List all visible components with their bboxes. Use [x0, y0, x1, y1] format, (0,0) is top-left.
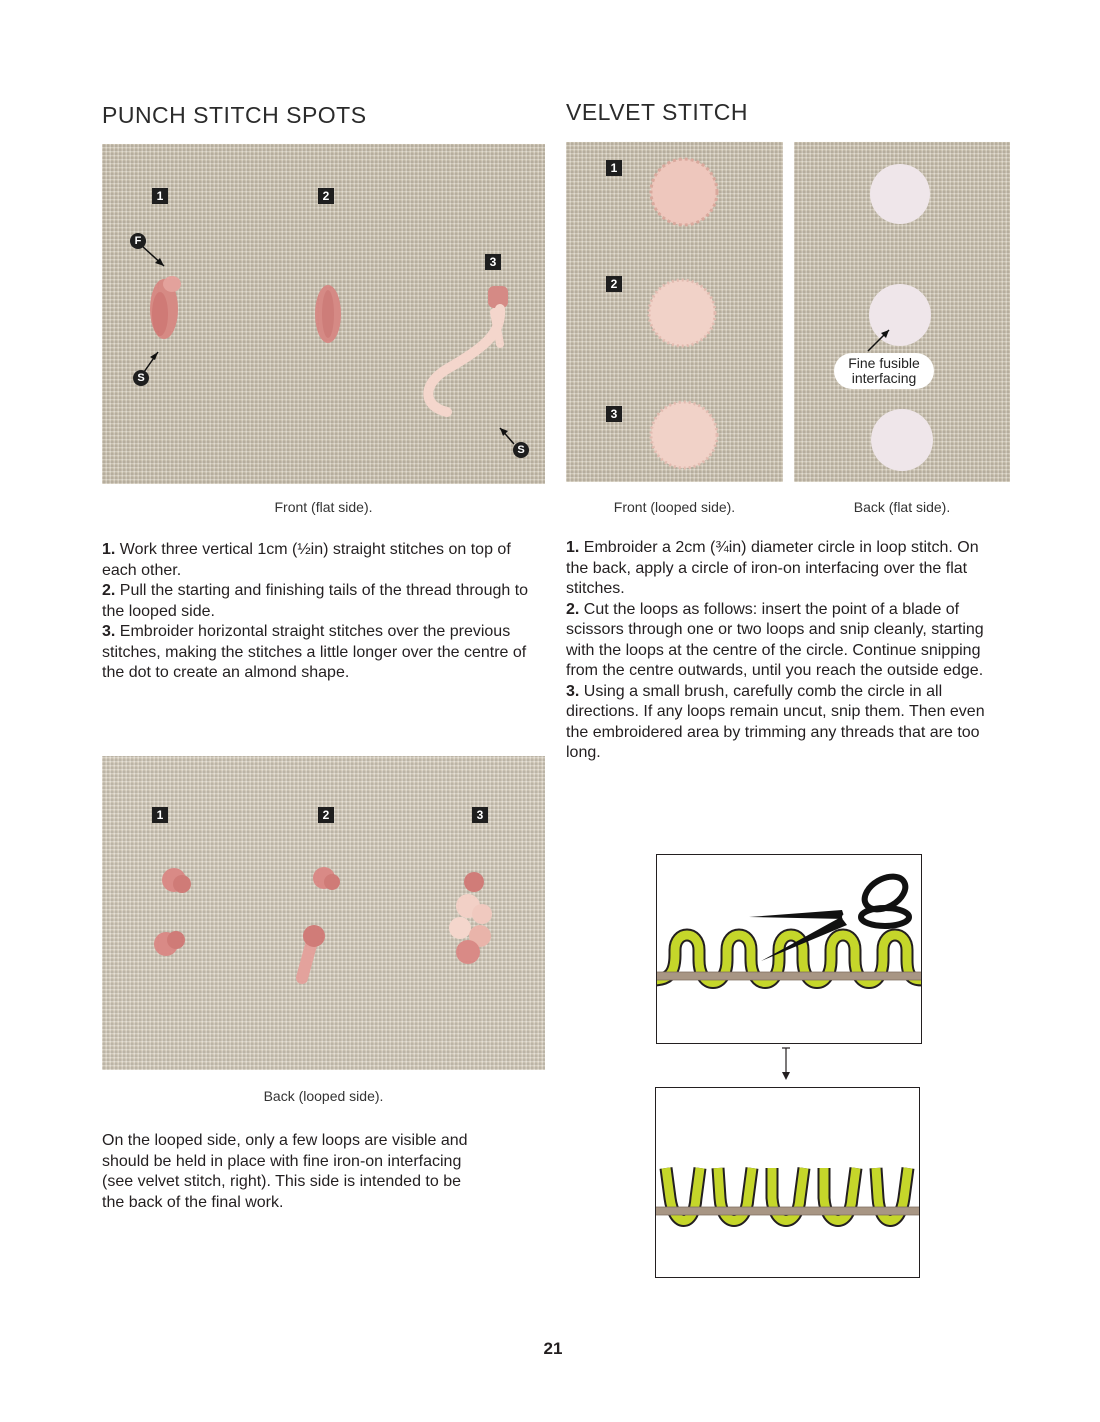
step-badge-2: 2: [318, 807, 334, 823]
punch-step-3: 3. Embroider horizontal straight stitches over the previous stitches, making the stitches a little longer over the centre of the dot to create an almond shape.: [102, 623, 527, 681]
step-badge-1: 1: [152, 807, 168, 823]
punch-stitch-heading: PUNCH STITCH SPOTS: [102, 102, 367, 128]
velvet-back-photo: [794, 142, 1010, 482]
punch-back-note: On the looped side, only a few loops are visible and should be held in place with fine iron-on interfacing (see velvet stitch, right). This side is intended to be the back of the final work.: [102, 1132, 468, 1211]
velvet-step-2: 2. Cut the loops as follows: insert the point of a blade of scissors through one or two loops and snip cleanly, starting with the loops at the centre of the circle. Continue snipping from the centre outwards, until you reach the outside edge.: [566, 600, 984, 679]
step-badge-3: 3: [606, 406, 622, 422]
down-arrow-icon: [779, 1046, 793, 1082]
velvet-front-photo: [566, 142, 783, 482]
step-badge-2: 2: [318, 188, 334, 204]
velvet-steps: [566, 538, 996, 764]
start-marker: S: [133, 370, 149, 386]
punch-back-photo: [102, 756, 545, 1070]
step-badge-2: 2: [606, 276, 622, 292]
step-badge-1: 1: [152, 188, 168, 204]
step-badge-3: 3: [472, 807, 488, 823]
velvet-step-1: 1. Embroider a 2cm (¾in) diameter circle in loop stitch. On the back, apply a circle of iron-on interfacing over the flat stitches.: [566, 539, 979, 597]
velvet-back-interfacing: [794, 142, 1010, 482]
finish-marker: F: [130, 233, 146, 249]
velvet-stitch-heading: VELVET STITCH: [566, 99, 749, 125]
velvet-back-caption: Back (flat side).: [853, 499, 951, 515]
cut-loops-diagram: [655, 1087, 920, 1278]
punch-step-2: 2. Pull the starting and finishing tails of the thread through to the looped side.: [102, 582, 529, 620]
punch-back-caption: Back (looped side).: [263, 1088, 384, 1104]
velvet-front-circles: [566, 142, 783, 482]
punch-front-photo: [102, 144, 545, 484]
punch-step-1: 1. Work three vertical 1cm (½in) straight stitches on top of each other.: [102, 541, 511, 579]
step-badge-1: 1: [606, 160, 622, 176]
loop-cutting-svg: [657, 855, 921, 1043]
interfacing-callout: Fine fusible interfacing: [834, 353, 934, 389]
punch-steps: [102, 540, 532, 684]
punch-front-caption: Front (flat side).: [274, 499, 373, 515]
velvet-step-3: 3. Using a small brush, carefully comb the circle in all directions. If any loops remain uncut, snip them. Then even the embroidered area by trimming any threads that are too long.: [566, 682, 985, 761]
punch-back-stitches: [102, 756, 545, 1070]
page-number: 21: [543, 1339, 563, 1358]
step-badge-3: 3: [485, 254, 501, 270]
start-marker-tail: S: [513, 442, 529, 458]
velvet-front-caption: Front (looped side).: [613, 499, 736, 515]
loop-cutting-diagram: [656, 854, 922, 1044]
cut-loops-svg: [656, 1088, 919, 1277]
